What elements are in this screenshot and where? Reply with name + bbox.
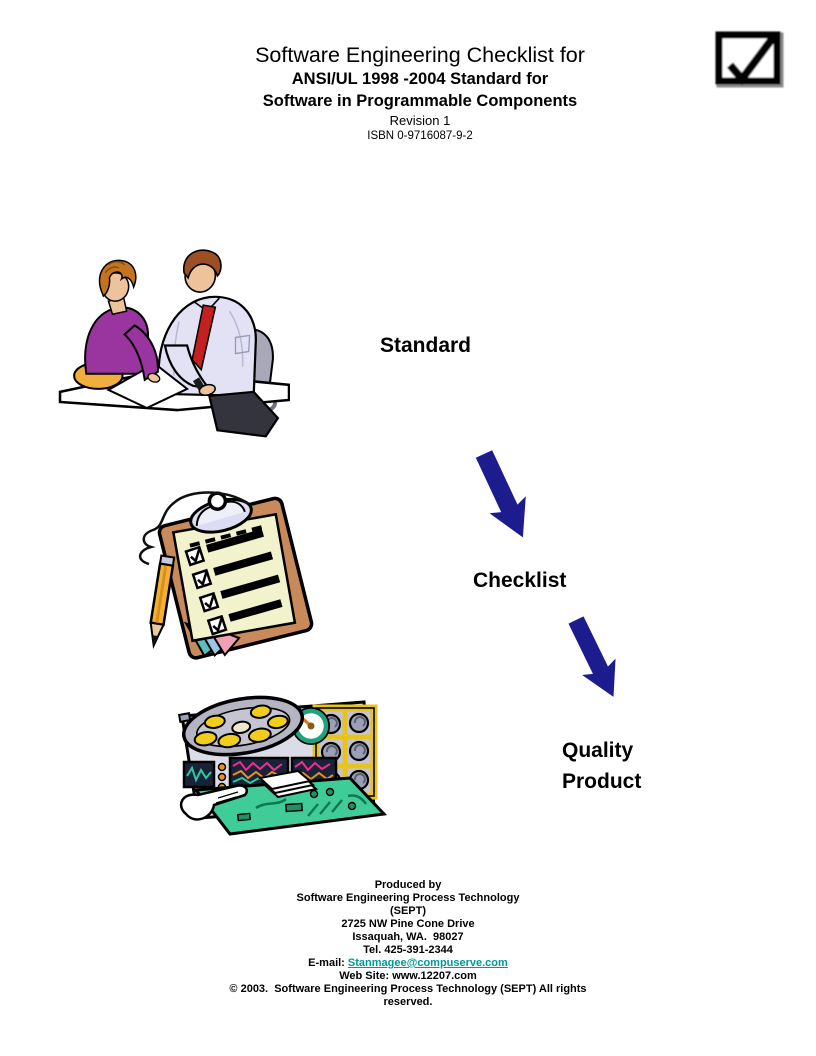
down-arrow-icon-1 (458, 446, 548, 552)
down-arrow-icon-2 (552, 612, 642, 712)
components-subtitle: Software in Programmable Components (262, 92, 578, 110)
main-title: Software Engineering Checklist for (255, 43, 585, 67)
checklist-clipboard-image (112, 486, 336, 664)
title-block (0, 42, 816, 144)
electronics-test-bench-image (167, 686, 395, 838)
phone-line: Tel. 425-391-2344 (363, 944, 453, 956)
isbn-line: ISBN 0-9716087-9-2 (367, 130, 473, 142)
revision-line: Revision 1 (389, 113, 451, 128)
footer-block (0, 879, 816, 1009)
address-line1: 2725 NW Pine Cone Drive (341, 918, 475, 930)
email-line (0, 957, 816, 970)
quality-label-line1: Quality (562, 739, 634, 762)
quality-product-label (562, 735, 641, 797)
standard-subtitle: ANSI/UL 1998 -2004 Standard for (291, 70, 549, 88)
email-link[interactable]: Stanmagee@compuserve.com (347, 957, 508, 969)
checklist-label: Checklist (473, 569, 567, 592)
company-line: Software Engineering Process Technology (296, 892, 520, 904)
website-line: Web Site: www.12207.com (339, 970, 477, 982)
checked-checkbox-icon (711, 25, 791, 93)
standard-label: Standard (380, 334, 472, 357)
acronym-line: (SEPT) (389, 905, 427, 917)
email-label: E-mail: (308, 957, 348, 969)
copyright-line: © 2003. Software Engineering Process Technology (SEPT) All rights reserved. (229, 983, 590, 1008)
produced-by-line: Produced by (374, 879, 442, 891)
people-reviewing-document-image (58, 240, 290, 448)
address-line2: Issaquah, WA. 98027 (352, 931, 464, 943)
quality-label-line2: Product (562, 770, 642, 793)
